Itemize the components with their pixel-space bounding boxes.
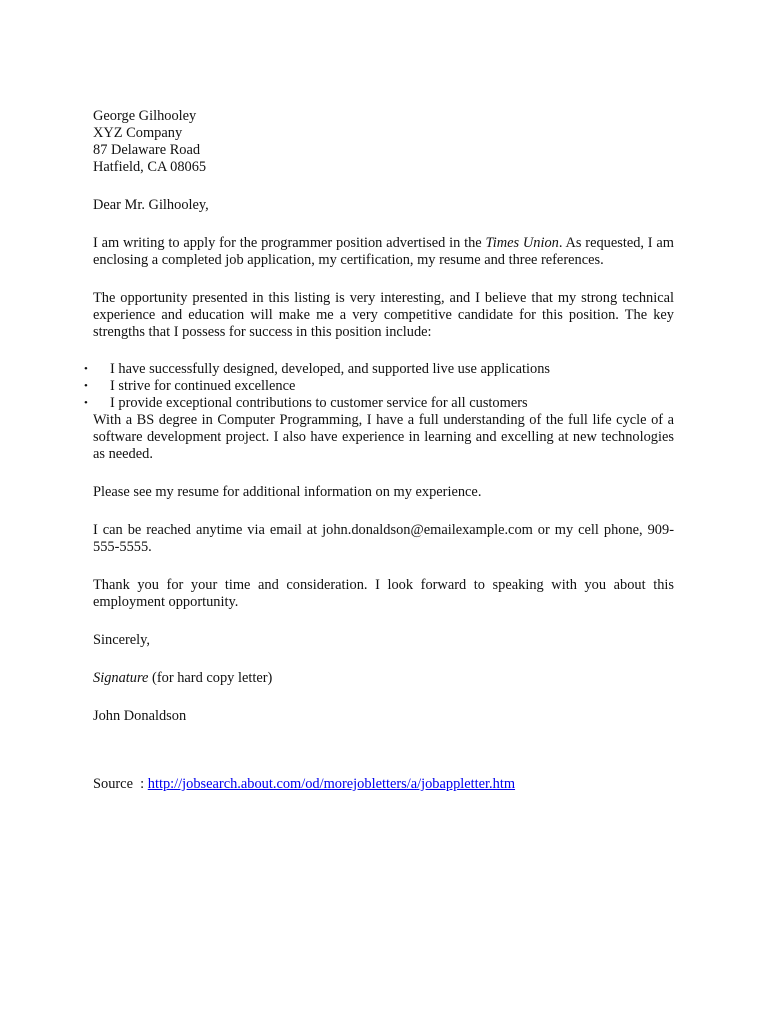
bullet-icon: •: [84, 363, 88, 375]
list-item-text: I have successfully designed, developed, and supported live use applications: [110, 361, 550, 377]
paragraph-intro-text-end: . As requested, I am enclosing a completed job application, my certification, my resume and three references.: [93, 235, 674, 268]
source-line: [93, 776, 674, 793]
list-item: [84, 395, 674, 412]
list-item: [84, 378, 674, 395]
recipient-address: [93, 108, 674, 176]
signature-placeholder: Signature: [93, 670, 149, 686]
recipient-street: 87 Delaware Road: [93, 142, 201, 158]
paragraph-contact: I can be reached anytime via email at john.donaldson@emailexample.com or my cell phone, 909-555-5555.: [93, 522, 674, 555]
source-link[interactable]: http://jobsearch.about.com/od/morejobletters/a/jobappletter.htm: [147, 776, 516, 792]
bullet-icon: •: [84, 397, 88, 409]
paragraph-thanks: Thank you for your time and consideration. I look forward to speaking with you about this employment opportunity.: [93, 577, 674, 610]
letter-body: [84, 108, 674, 793]
paragraph-resume: Please see my resume for additional information on my experience.: [93, 484, 482, 500]
salutation: Dear Mr. Gilhooley,: [93, 197, 209, 213]
closing: Sincerely,: [93, 632, 151, 648]
signature-note: (for hard copy letter): [148, 670, 273, 686]
strengths-list: [84, 361, 674, 412]
source-label: Source :: [93, 776, 148, 792]
paragraph-intro: [93, 235, 674, 269]
signature-line: [93, 670, 674, 687]
paragraph-degree: With a BS degree in Computer Programming, I have a full understanding of the full life cycle of a software development project. I also have experience in learning and excelling at new technologies as needed.: [93, 412, 674, 462]
recipient-city: Hatfield, CA 08065: [93, 159, 207, 175]
sender-name: John Donaldson: [93, 708, 187, 724]
list-item-text: I provide exceptional contributions to customer service for all customers: [110, 395, 528, 411]
bullet-icon: •: [84, 380, 88, 392]
recipient-name: George Gilhooley: [93, 108, 197, 124]
list-item-text: I strive for continued excellence: [110, 378, 296, 394]
paragraph-intro-text: I am writing to apply for the programmer position advertised in the: [93, 235, 486, 251]
list-item: [84, 361, 674, 378]
newspaper-name: Times Union: [485, 235, 559, 251]
recipient-company: XYZ Company: [93, 125, 183, 141]
paragraph-opportunity: The opportunity presented in this listing is very interesting, and I believe that my strong technical experience and education will make me a very competitive candidate for this position. The key strengths that I possess for success in this position include:: [93, 290, 674, 340]
